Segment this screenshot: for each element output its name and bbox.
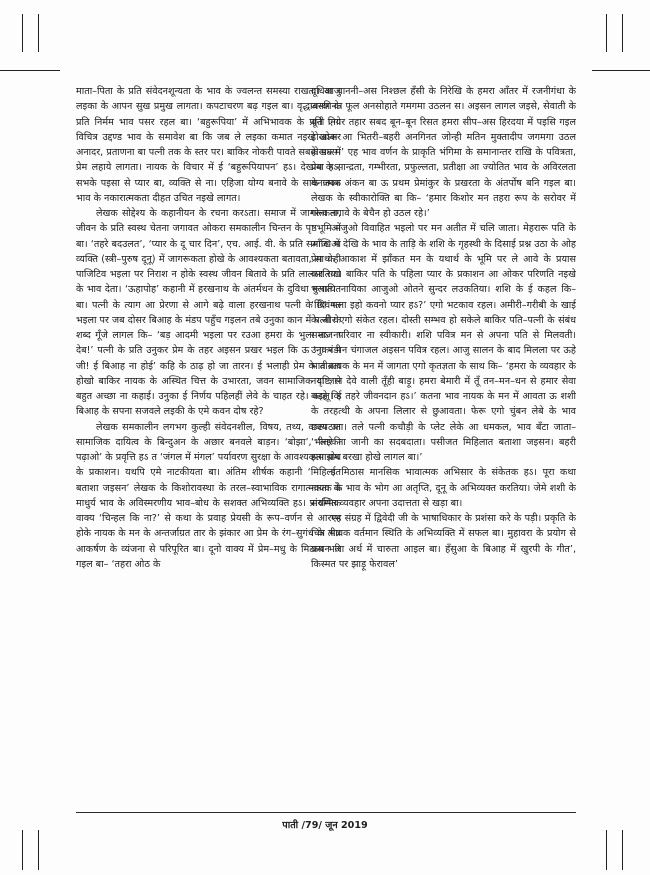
crop-mark (622, 14, 623, 52)
paragraph: लेखक सोद्देश्य के कहानीयन के रचना करऽता। समाज में जागरूकता, जीवन के प्रति स्वस्थ चेतना जगावत ओकरा समकालीन चिन्तन के पृष्ठभूमि में बा। ‘तहरे बदउलत’, ‘प्यार के दू चार दिन’, एच. आई. वी. के प्रति समाज आ व्यक्ति (स्त्री–पुरुष दूनू) में जागरूकता होखे के आवश्यकता बतावता, साथ ही पाजिटिव भइला पर निराश न होके स्वस्थ जीवन बितावे के प्रति लालसा राखे के भाव देता। ‘ऊहापोह’ कहानी में हरखनाथ के अंतर्मथन के दुविधा रूपायित बा। पत्नी के त्याग आ प्रेरणा से आगे बढ़े वाला हरखनाथ पत्नी के दिवंगत भइला पर जब दोसर बिआह के मंडप पहुँच गइलन तबे उनुका कान में पत्नी के शब्द गूँजे लागल कि– ‘बड़ आदमी भइला पर रउआ हमरा के भुला तऽ ना देब!’ पत्नी के प्रति उनुकर प्रेम के तहर अइसन प्रखर भइल कि ऊ ‘ना पंडी जी! ई बिआह ना होई’ कहि के ठाढ़ हो जा तारन। ई भलाही प्रेम के तीव्रता होखो बाकिर नायक के अस्थित चित्त के उभारता, जवन सामाजिक दृष्टि से बहुत अच्छा ना कहाई। उनुका ई निर्णय पहिलहीं लेवे के चाहत रहे। काहे कि बिआह के सपना सजवले लइकी के एमे कवन दोष रहे? (76, 208, 341, 418)
left-column (76, 84, 341, 806)
paragraph: लेखक समकालीन लगभग कुल्ही संवेदनशील, विषय, तथ्य, वाक्य आ सामाजिक दायित्व के बिन्दुअन के अछार बनवले बाड़न। ‘बोझा’, ‘लइकी पढ़ाओ’ के प्रवृत्ति हऽ त ‘जंगल में मंगल’ पर्यावरण सुरक्षा के आवश्यकता बोध के प्रकाशन। यथपि एमे नाटकीयता बा। अंतिम शीर्षक कहानी ‘मिहिलात बताशा जइसन’ लेखक के किशोरावस्था के तरल–स्वाभाविक रागात्मकता के माधुर्य भाव के अविस्मरणीय भाव–बोध के सशक्त अभिव्यक्ति हऽ। प्रारम्भिक वाक्य ‘चिन्हल कि ना?’ से कथा के प्रवाह प्रेयसी के रूप–वर्णन से आरम्भ होके नायक के मन के अन्तर्जाग्रत तार के झंकार आ प्रेम के रंग–सुगंध के तीव्र आकर्षण के व्यंजना से परिपूरित बा। दूनो वाक्य में प्रेम–मधु के मिठास भरि गइल बा– ‘तहरा ओठ के (76, 421, 341, 570)
footer-rule (76, 812, 576, 813)
crop-mark (22, 14, 23, 52)
crop-mark (606, 14, 607, 52)
page-footer: पाती /79/ जून 2019 (282, 820, 368, 831)
paragraph: दूधिया चाननी–अस निश्छल हँसी के निरेखि के हमरा आँतर में रजनीगंधा के अनगिनत फूल अनसोहाते गमगमा उठलन स। अइसन लागल जइसे, सेवाती के बूनी नियर तहार सबद बून–बून रिसत हमरा सीप–अस हिरदया में पइसि गइल होखऽस आ भितरी–बहरी अनगिनत जोन्ही मतिन मुक्तादीप जगमगा उठल होखऽस।’ एह भाव वर्णन के प्राकृति भंगिमा के समानान्तर राखि के पवित्रता, प्रेम के सान्द्रता, गम्भीरता, प्रफुल्लता, प्रतीक्षा आ ज्योतित भाव के अविरलता के जवन अंकन बा ऊ प्रथम प्रेमांकुर के प्रखरता के अंतर्पोष बनि गइल बा। लेखक के स्वीकारोक्ति बा कि– ‘हमार किशोर मन तहरा रूप के सरोवर में गोता लगावे के बेचैन हो उठल रहे।’ (311, 86, 576, 219)
crop-mark (38, 830, 39, 870)
paragraph: एह संग्रह में द्विवेदी जी के भाषाधिकार के प्रशंसा करे के पड़ी। प्रकृति के चित्र भावक वर्तमान स्थिति के अभिव्यक्ति में सफल बा। मुहावरा के प्रयोग से कथन आ अर्थ में चारुता आइल बा। हँसुआ के बिआह में खुरपी के गीत’, किस्मत पर झाड़ू फेरावल’ (311, 513, 576, 570)
crop-mark (592, 70, 650, 71)
crop-mark (622, 830, 623, 870)
paragraph: ई मिठास मानसिक भावात्मक अभिसार के संकेतक हऽ। पूरा कथा नायक के भाव के भोग आ अतृप्ति, दूनू के अभिव्यक्त करतिया। जेमे शशी के संयमित व्यवहार अपना उदात्तता से खड़ा बा। (311, 467, 576, 509)
crop-mark (22, 830, 23, 870)
crop-mark (0, 70, 60, 71)
right-column (311, 84, 576, 806)
paragraph: माता–पिता के प्रति संवेदनशून्यता के भाव के ज्वलन्त समस्या राखता। आजु लइका के आपन सुख प्रमुख लागता। कपटाचरण बढ़ गइल बा। वृद्धावस्था के प्रति निर्मम भाव पसर रहल बा। ‘बहुरूपिया’ में अभिभावक के प्रति एगो विचित्र उद्दण्ड भाव के समावेश बा कि जब ले लइका कमात नइखे ओकर अनादर, प्रताणना बा पत्नी तक के स्तर पर। बाकिर नोकरी पावते सबके मन में प्रेम लहाये लागता। नायक के विचार में ई ‘बहुरूपियापन’ हऽ। देखावा हऽ, सभके पइसा से प्यार बा, व्यक्ति से ना। एहिजा योग्य बनावे के साधनात्मक भाव के नकारात्मकता दीहत उचित नइखे लागत। (76, 86, 341, 204)
crop-mark (606, 830, 607, 870)
paragraph: आजुओ विवाहित भइलो पर मन अतीत में चलि जाता। मेहरारू पति के आँखि में देखि के भाव के ताड़ि के शशि के गृहस्थी के दिसाई प्रश्न उठा के ओह प्रेम के आकाश में झाँकत मन के यथार्थ के भूमि पर ले आवे के प्रयास करतिया। बाकिर पति के पहिला प्यार के प्रकाशन आ ओकर परिणति नइखे भुलात। नायिका आजुओ ओतने सुन्दर लउकतिया। शशि के ई कहल कि– ‘छि! भला इहो कवनो प्यार हऽ?’ एगो भटकाव रहल। अमीरी–गरीबी के खाई के ओर एगो संकेत रहल। दोस्ती सम्भव हो सकेले बाकिर पति–पत्नी के संबंध समाज परिवार ना स्वीकारी। शशि पवित्र मन से अपना पति से मिलवती। उनुकर मन चंगाजल अइसन पवित्र रहल। आजु सालन के बाद मिलला पर ऊहे भाव नायक के मन में जागता एगो कृतज्ञता के साथ कि– ‘हमरा के व्यवहार के नया ज्ञान देवे वाली तूँही बाड़ू। हमरा बेमारी में तूँ तन–मन–धन से हमार सेवा कइलू। ई तहरे जीवनदान हऽ।’ कतना भाव नायक के मन में आवता ऊ शशी के तरहत्थी के अपना लिलार से छुआवता। फेरू एगो चुंबन लेबे के भाव छटपटाता। तले पत्नी कचौड़ी के प्लेट लेके आ धमकल, भाव बँटा जाता– ‘भीतरे ना जानी का सदबदाता। पसीजत मिहिलात बताशा जइसन। बहरी झमाझम बरखा होखे लागल बा।’ (311, 223, 576, 463)
crop-mark (38, 14, 39, 52)
